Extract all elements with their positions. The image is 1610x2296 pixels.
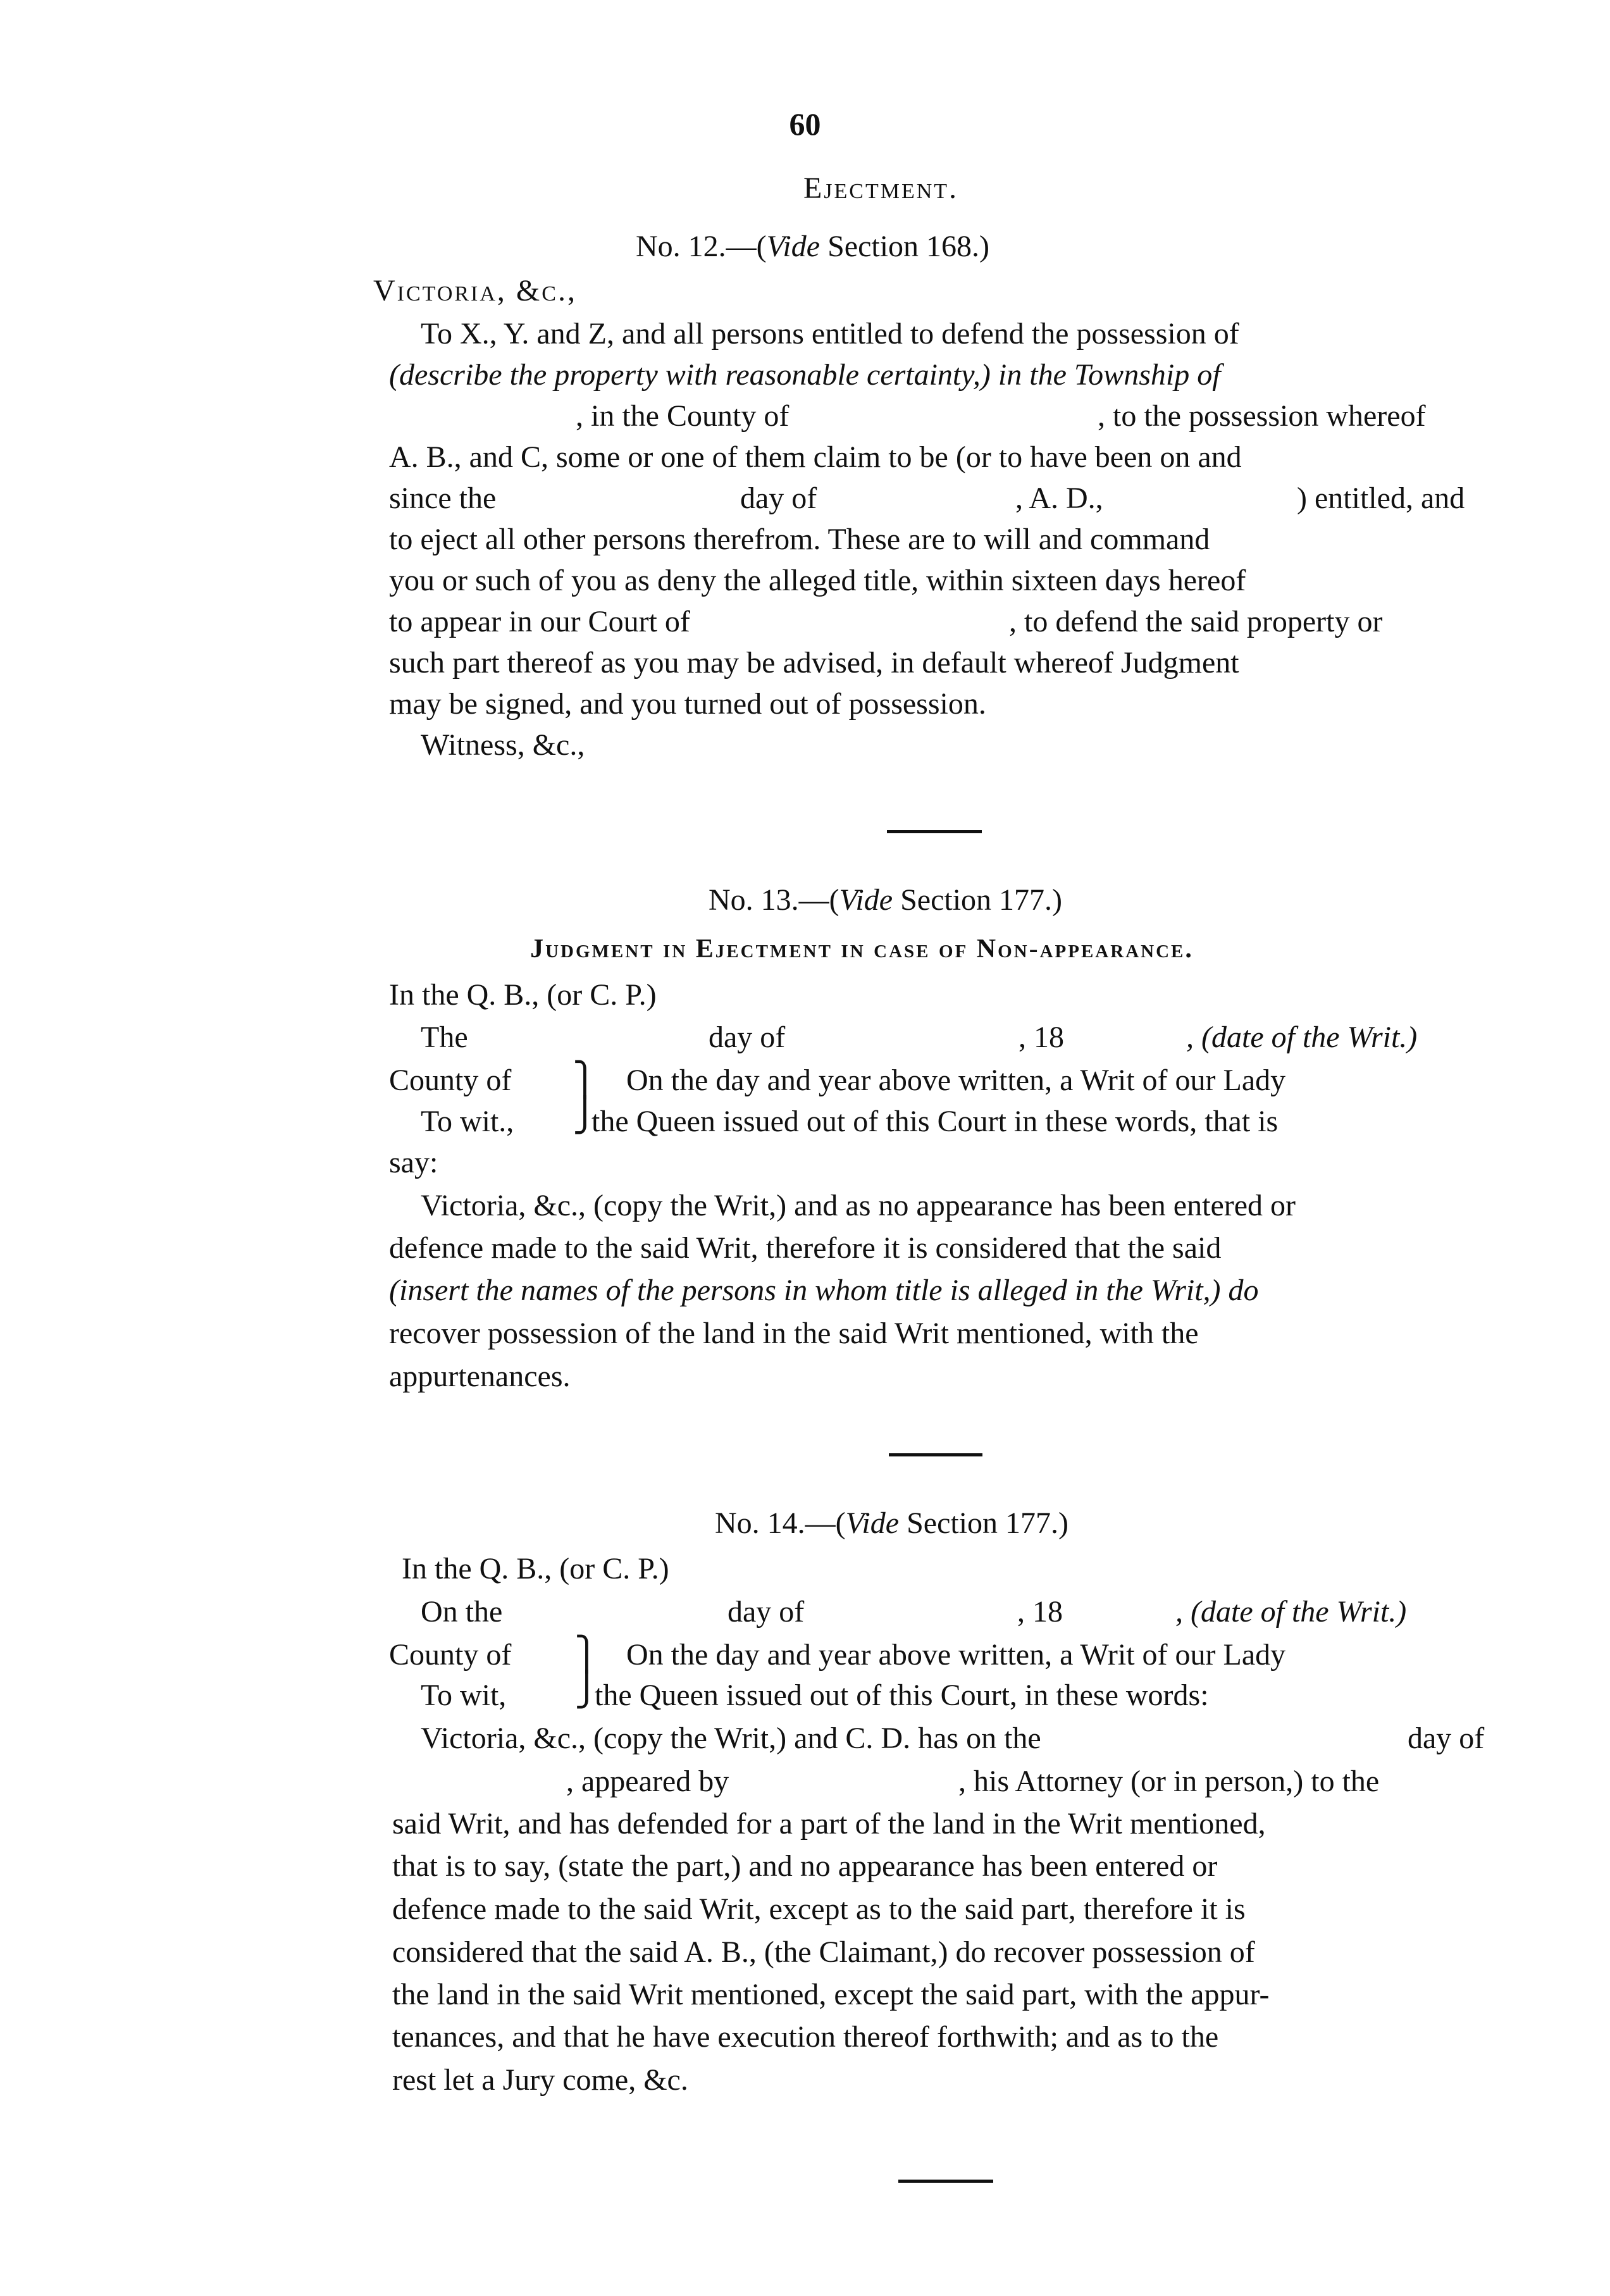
text-line: appurtenances. xyxy=(389,1360,571,1393)
text-line: (insert the names of the persons in whom title is alleged in the Writ,) do xyxy=(389,1274,1259,1307)
section-reference: Section 168.) xyxy=(820,230,990,263)
section-divider xyxy=(898,2180,993,2183)
text-line: , A. D., xyxy=(1015,481,1103,515)
text-line: On the day and year above written, a Writ of our Lady xyxy=(626,1638,1286,1672)
text-line: tenances, and that he have execution thereof forthwith; and as to the xyxy=(392,2020,1219,2054)
text-line: to eject all other persons therefrom. These are to will and command xyxy=(389,523,1210,556)
text-line: that is to say, (state the part,) and no appearance has been entered or xyxy=(392,1849,1218,1883)
text-line: defence made to the said Writ, except as to the said part, therefore it is xyxy=(392,1892,1246,1926)
date-year: , 18 xyxy=(1019,1021,1064,1054)
county-label: County of xyxy=(389,1064,512,1097)
text-line: , to defend the said property or xyxy=(1009,605,1383,638)
court-line: In the Q. B., (or C. P.) xyxy=(402,1552,669,1585)
brace-bottom-icon: ⎭ xyxy=(574,1672,599,1708)
text-line: considered that the said A. B., (the Claimant,) do recover possession of xyxy=(392,1935,1255,1969)
vide-label: Vide xyxy=(766,230,820,263)
text-line: , in the County of xyxy=(576,399,790,433)
text-line: ) entitled, and xyxy=(1297,481,1465,515)
section-heading-judgment: Judgment in Ejectment in case of Non-appearance. xyxy=(530,934,1194,964)
date-year: , 18 xyxy=(1017,1595,1063,1629)
text-line: Witness, &c., xyxy=(421,728,585,762)
vide-label: Vide xyxy=(839,883,893,917)
text-line: defence made to the said Writ, therefore it is considered that the said xyxy=(389,1231,1222,1265)
form-number-13 xyxy=(709,883,1062,918)
form-number-label: No. 12.—( xyxy=(636,230,767,263)
text-line: Victoria, &c., (copy the Writ,) and C. D. has on the xyxy=(421,1722,1041,1755)
to-wit-label: To wit., xyxy=(421,1105,514,1138)
text-line: the Queen issued out of this Court in these words, that is xyxy=(591,1105,1279,1138)
vide-label: Vide xyxy=(845,1506,900,1540)
text-line: day of xyxy=(1408,1722,1485,1755)
section-divider xyxy=(889,1453,982,1456)
form-number-14 xyxy=(715,1506,1068,1541)
text-line: A. B., and C, some or one of them claim to be (or to have been on and xyxy=(389,440,1242,474)
court-line: In the Q. B., (or C. P.) xyxy=(389,978,657,1012)
text-line: To X., Y. and Z, and all persons entitled to defend the possession of xyxy=(421,317,1239,351)
text-line: such part thereof as you may be advised, in default whereof Judgment xyxy=(389,646,1239,679)
salutation: Victoria, &c., xyxy=(373,274,577,307)
section-divider xyxy=(887,830,982,833)
form-number-12 xyxy=(636,229,989,264)
text-line: rest let a Jury come, &c. xyxy=(392,2063,688,2097)
text-line: the land in the said Writ mentioned, except the said part, with the appur- xyxy=(392,1978,1270,2011)
brace-bottom-icon: ⎭ xyxy=(573,1098,597,1134)
text-line: Victoria, &c., (copy the Writ,) and as no appearance has been entered or xyxy=(421,1189,1296,1222)
text-line: said Writ, and has defended for a part of the land in the Writ mentioned, xyxy=(392,1807,1266,1840)
brace-top-icon: ⎫ xyxy=(574,1637,599,1673)
text-line: , appeared by xyxy=(566,1765,729,1798)
date-of-writ: , (date of the Writ.) xyxy=(1186,1021,1418,1054)
text-line: say: xyxy=(389,1146,438,1179)
text-line: may be signed, and you turned out of possession. xyxy=(389,687,986,721)
date-day-of: day of xyxy=(709,1021,786,1054)
date-of-writ: , (date of the Writ.) xyxy=(1175,1595,1407,1629)
text-line: recover possession of the land in the said Writ mentioned, with the xyxy=(389,1317,1199,1350)
section-reference: Section 177.) xyxy=(893,883,1063,917)
text-line: since the xyxy=(389,481,497,515)
section-heading-ejectment: Ejectment. xyxy=(803,171,959,205)
date-the: The xyxy=(421,1021,468,1054)
to-wit-label: To wit, xyxy=(421,1679,507,1712)
county-label: County of xyxy=(389,1638,512,1672)
section-reference: Section 177.) xyxy=(899,1506,1069,1540)
text-line: , his Attorney (or in person,) to the xyxy=(958,1765,1380,1798)
form-number-label: No. 13.—( xyxy=(709,883,839,917)
date-on-the: On the xyxy=(421,1595,503,1629)
text-line: , to the possession whereof xyxy=(1098,399,1426,433)
text-line: the Queen issued out of this Court, in these words: xyxy=(595,1679,1209,1712)
text-line: (describe the property with reasonable certainty,) in the Township of xyxy=(389,358,1221,392)
text-line: day of xyxy=(740,481,817,515)
date-day-of: day of xyxy=(728,1595,805,1629)
text-line: you or such of you as deny the alleged title, within sixteen days hereof xyxy=(389,564,1246,597)
form-number-label: No. 14.—( xyxy=(715,1506,846,1540)
text-line: On the day and year above written, a Writ of our Lady xyxy=(626,1064,1286,1097)
page-number: 60 xyxy=(789,106,821,142)
text-line: to appear in our Court of xyxy=(389,605,690,638)
brace-top-icon: ⎫ xyxy=(573,1062,597,1098)
